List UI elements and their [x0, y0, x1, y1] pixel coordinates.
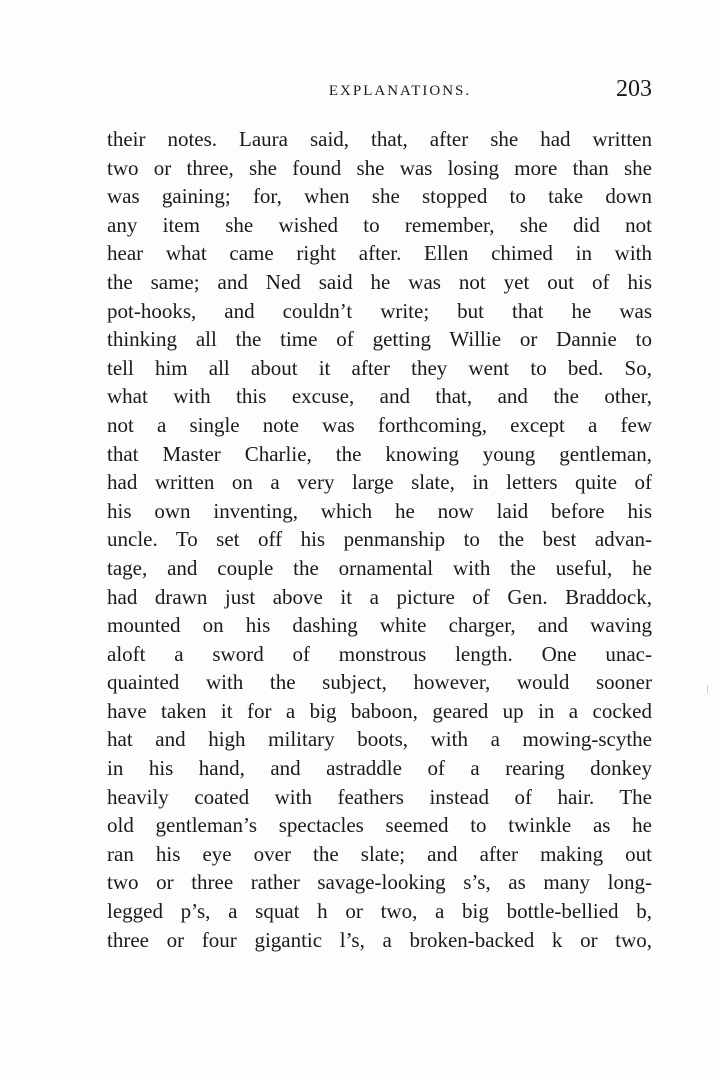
text-line: the same; and Ned said he was not yet out of his [107, 269, 652, 294]
text-line: their notes. Laura said, that, after she had written [107, 127, 652, 151]
text-line: in his hand, and astraddle of a rearing donkey [107, 756, 652, 781]
text-line: any item she wished to remember, she did not [107, 212, 652, 237]
running-head: EXPLANATIONS. [328, 83, 472, 99]
text-line: had drawn just above it a picture of Gen. Braddock, [107, 584, 652, 609]
text-line: heavily coated with feathers instead of hair. The [107, 784, 652, 809]
text-line: pot-hooks, and couldn’t write; but that he was [107, 298, 652, 323]
text-line: that Master Charlie, the knowing young gentleman, [107, 441, 652, 466]
text-line: quainted with the subject, however, would sooner [107, 670, 652, 695]
text-line: have taken it for a big baboon, geared up in a cocked [107, 698, 652, 723]
text-line: thinking all the time of getting Willie or Dannie to [107, 327, 652, 352]
text-line: old gentleman’s spectacles seemed to twinkle as he [107, 813, 652, 838]
text-line: legged p’s, a squat h or two, a big bottle-bellied b, [107, 899, 652, 924]
text-line: not a single note was forthcoming, except a few [107, 412, 652, 437]
text-line: two or three rather savage-looking s’s, as many long- [107, 870, 652, 895]
text-line: three or four gigantic l’s, a broken-backed k or two, [107, 927, 652, 952]
text-line: hear what came right after. Ellen chimed in with [107, 241, 652, 266]
text-line: hat and high military boots, with a mowing-scythe [107, 727, 652, 752]
page-number: 203 [616, 76, 652, 102]
text-line: ran his eye over the slate; and after making out [107, 841, 652, 866]
body-text [107, 125, 652, 954]
text-line: was gaining; for, when she stopped to take down [107, 184, 652, 209]
text-line: aloft a sword of monstrous length. One unac- [107, 641, 652, 666]
text-line: uncle. To set off his penmanship to the best advan- [107, 527, 652, 552]
text-line: tell him all about it after they went to bed. So, [107, 355, 652, 380]
text-line: what with this excuse, and that, and the other, [107, 384, 652, 409]
text-line: tage, and couple the ornamental with the useful, he [107, 555, 652, 580]
margin-mark [707, 685, 708, 693]
page-header [108, 76, 652, 108]
text-line: his own inventing, which he now laid before his [107, 498, 652, 523]
text-line: two or three, she found she was losing more than she [107, 155, 652, 180]
text-line: had written on a very large slate, in letters quite of [107, 470, 652, 495]
text-line: mounted on his dashing white charger, and waving [107, 613, 652, 638]
